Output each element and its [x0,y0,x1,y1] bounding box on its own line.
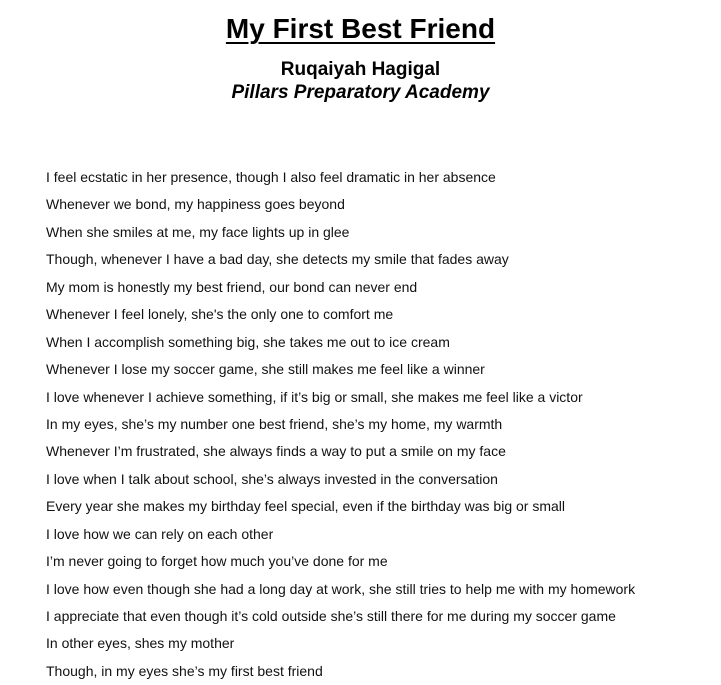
school-name: Pillars Preparatory Academy [231,82,490,103]
poem-line: Whenever I feel lonely, she's the only one to comfort me [46,306,394,323]
poem-line: Though, whenever I have a bad day, she detects my smile that fades away [46,251,509,268]
poem-line: Whenever I’m frustrated, she always finds a way to put a smile on my face [46,443,506,460]
author-name: Ruqaiyah Hagigal [280,59,441,80]
poem-body [46,164,635,685]
poem-title: My First Best Friend [225,13,496,44]
poem-line: Though, in my eyes she’s my first best friend [46,662,323,679]
poem-line: Every year she makes my birthday feel special, even if the birthday was big or small [46,498,566,515]
poem-line: When she smiles at me, my face lights up in glee [46,223,350,240]
poem-line: In other eyes, shes my mother [46,635,235,652]
poem-line: I appreciate that even though it’s cold outside she’s still there for me during my soccer game [46,608,616,624]
poem-line: Whenever we bond, my happiness goes beyond [46,196,345,213]
poem-line: I love how even though she had a long day at work, she still tries to help me with my homework [46,580,636,597]
poem-line: I love how we can rely on each other [46,525,274,542]
poem-line: In my eyes, she’s my number one best friend, she’s my home, my warmth [46,415,503,432]
poem-line: My mom is honestly my best friend, our bond can never end [46,278,418,295]
poem-line: I love when I talk about school, she’s always invested in the conversation [46,470,498,487]
poem-line: When I accomplish something big, she takes me out to ice cream [46,333,450,350]
poem-line: I feel ecstatic in her presence, though I also feel dramatic in her absence [46,169,496,185]
poem-line: Whenever I lose my soccer game, she still makes me feel like a winner [46,361,485,378]
poem-line: I’m never going to forget how much you’ve done for me [46,553,388,570]
poem-line: I love whenever I achieve something, if it’s big or small, she makes me feel like a victor [46,388,583,405]
